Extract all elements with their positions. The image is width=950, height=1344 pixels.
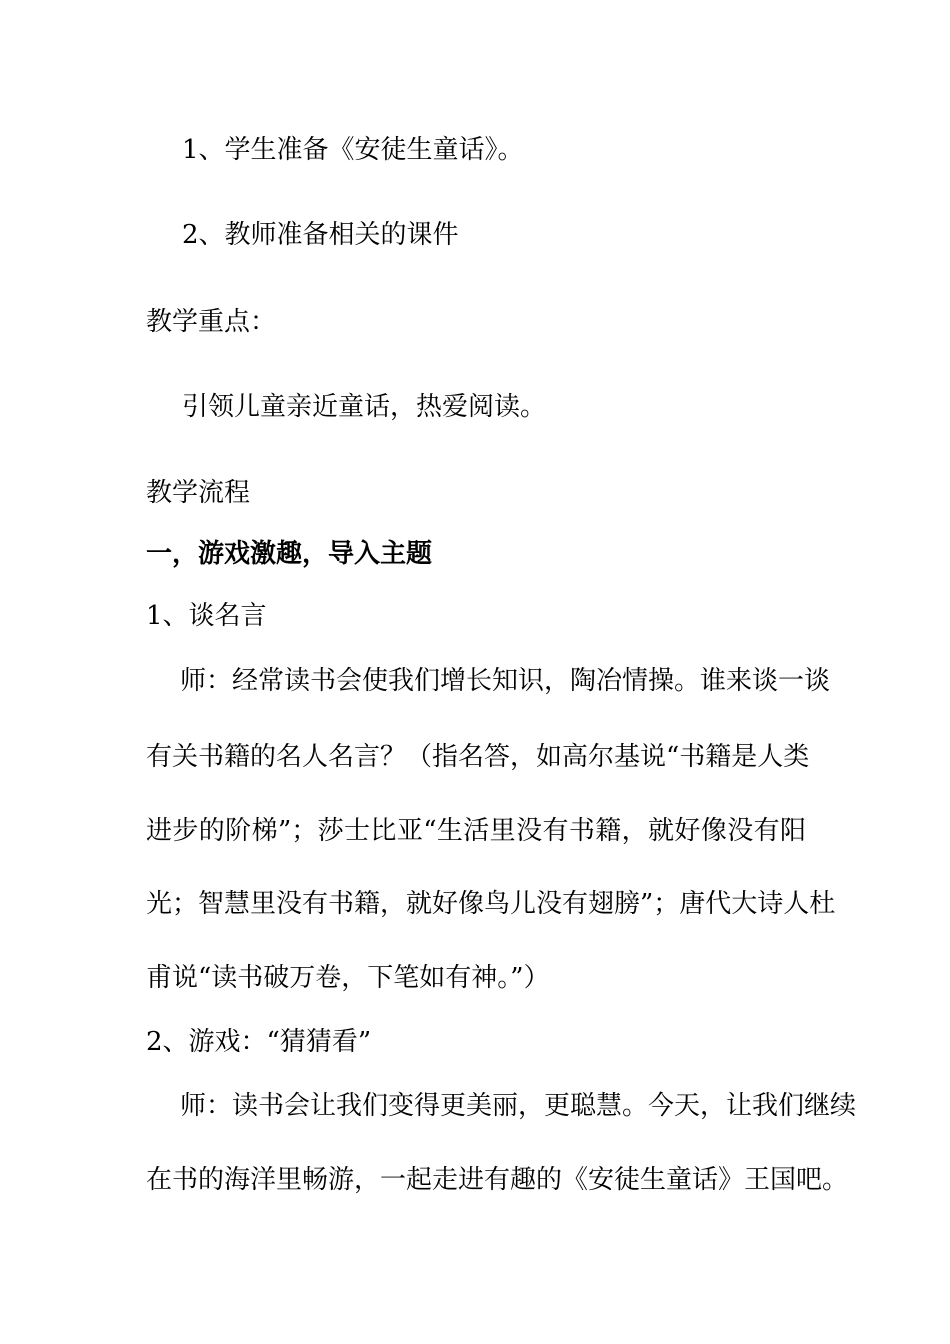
teacher-para-2-line-2: 在书的海洋里畅游，一起走进有趣的《安徒生童话》王国吧。 [146,1165,849,1195]
prep-item-2: 2、教师准备相关的课件 [182,220,459,250]
teacher-para-2-line-1: 师：读书会让我们变得更美丽，更聪慧。今天，让我们继续 [180,1091,857,1121]
prep-item-1: 1、学生准备《安徒生童话》。 [182,135,524,165]
step-2-title: 2、游戏：“猜猜看” [146,1027,372,1057]
step-1-title: 1、谈名言 [146,601,267,631]
teacher-para-1-line-1: 师：经常读书会使我们增长知识，陶冶情操。谁来谈一谈 [180,666,831,696]
teacher-para-1-line-2: 有关书籍的名人名言？（指名答，如高尔基说“书籍是人类 [146,742,810,772]
teacher-para-1-line-3: 进步的阶梯”；莎士比亚“生活里没有书籍，就好像没有阳 [146,816,806,846]
section-1-heading: 一，游戏激趣，导入主题 [146,539,433,569]
key-point-text: 引领儿童亲近童话，热爱阅读。 [182,392,547,422]
process-heading: 教学流程 [146,478,251,508]
key-point-heading: 教学重点： [146,307,277,337]
teacher-para-1-line-4: 光；智慧里没有书籍，就好像鸟儿没有翅膀”；唐代大诗人杜 [146,889,836,919]
teacher-para-1-line-5: 甫说“读书破万卷，下笔如有神。”） [146,963,550,993]
